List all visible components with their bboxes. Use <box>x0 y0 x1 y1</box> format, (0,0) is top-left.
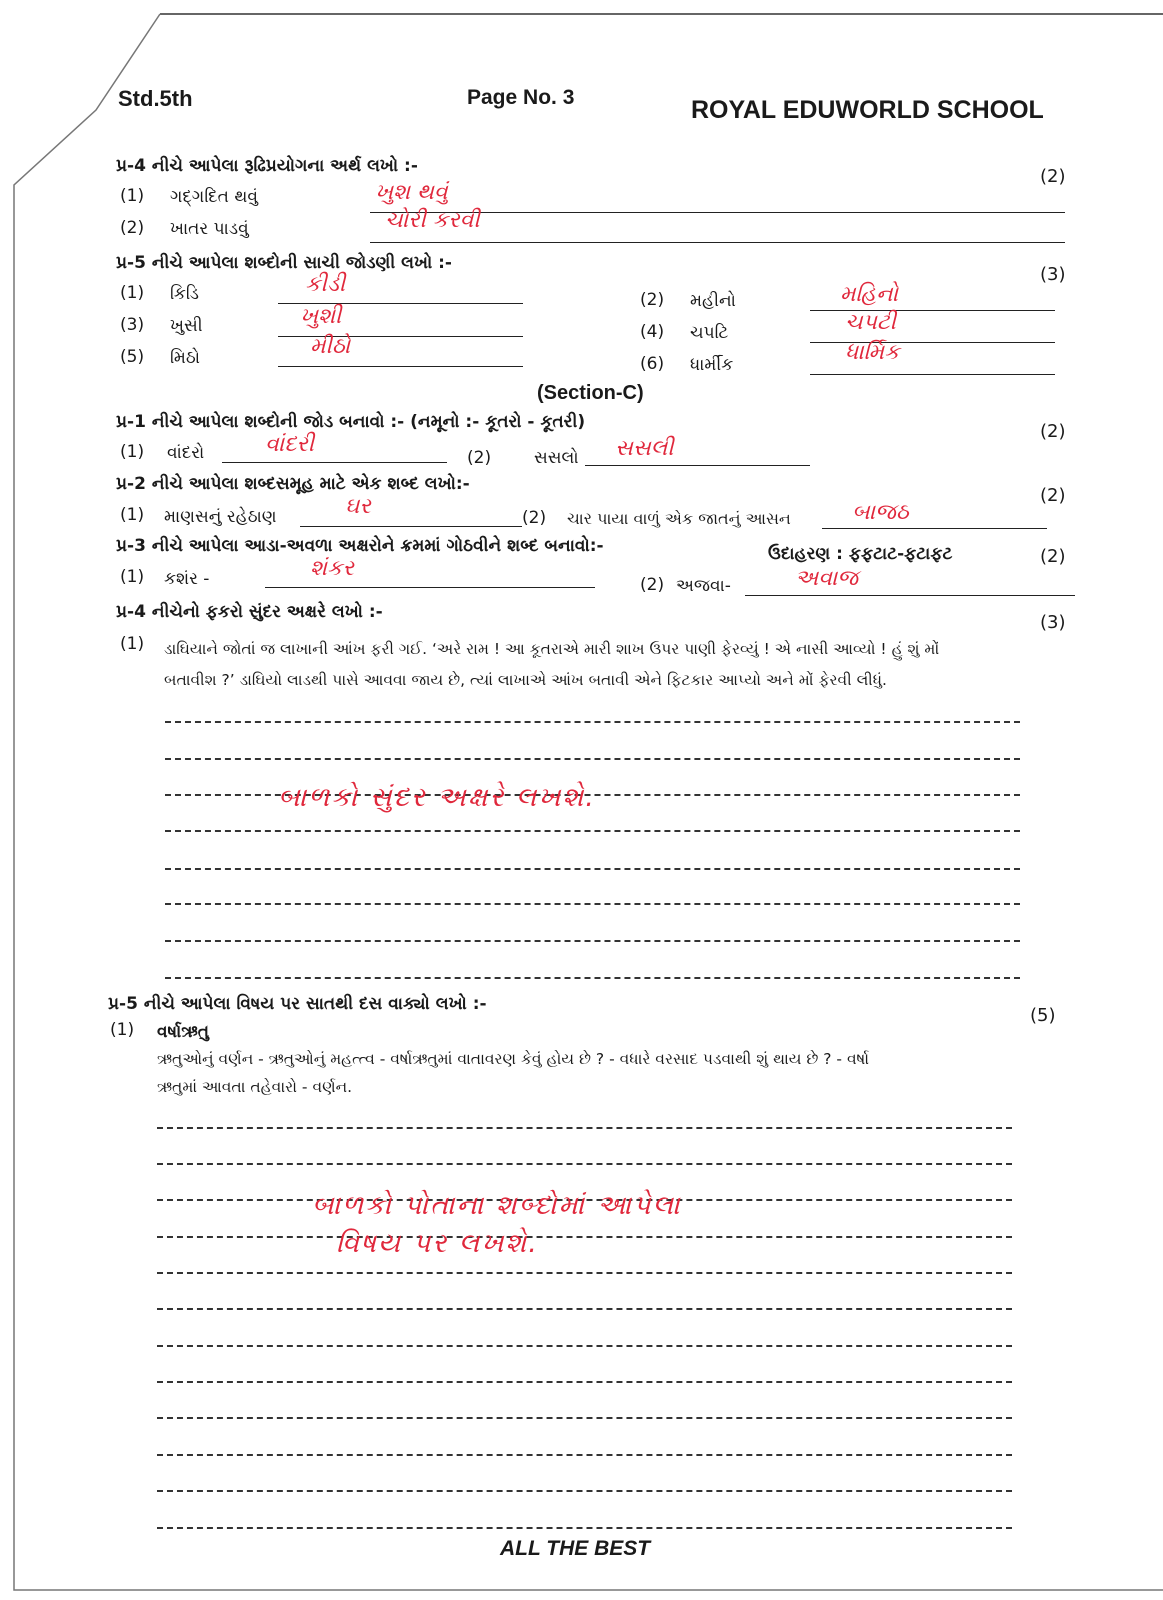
writing-line <box>165 758 1020 760</box>
c-q1-item-1-num: (1) <box>120 442 145 462</box>
q4-item-1-text: ગદ્ગદિત થવું <box>170 187 258 207</box>
q5-item-3-text: ખુસી <box>170 316 203 336</box>
c-q3-item-2-text: અજવા- <box>676 576 731 596</box>
page-number: Page No. 3 <box>467 86 575 109</box>
c-q4-paragraph-line2: બતાવીશ ?’ ડાઘિયો લાડથી પાસે આવવા જાય છે, ત્યાં લાખાએ આંખ બતાવી એને ફિટકાર આપ્યો અને મોં ફેરવી લીધું. <box>164 671 887 689</box>
q4-item-1-answer: ખુશ થવું <box>375 180 448 205</box>
c-q3-item-1-answer: શંકર <box>310 556 354 581</box>
c-q3-title: પ્ર-3 નીચે આપેલા આડા-અવળા અક્ષરોને ક્રમમાં ગોઠવીને શબ્દ બનાવો:- <box>116 536 604 556</box>
c-q2-item-1-num: (1) <box>120 505 145 525</box>
c-q2-item-2-text: ચાર પાયા વાળું એક જાતનું આસન <box>567 509 791 528</box>
c-q1-item-1-text: વાંદરો <box>167 443 205 463</box>
writing-line <box>165 940 1020 942</box>
footer-all-the-best: ALL THE BEST <box>500 1537 651 1560</box>
c-q3-item-1-num: (1) <box>120 567 145 587</box>
c-q1-item-2-answer: સસલી <box>615 436 674 461</box>
c-q1-item-2-num: (2) <box>467 448 492 468</box>
c-q2-marks: (2) <box>1040 485 1066 506</box>
c-q5-title: પ્ર-5 નીચે આપેલા વિષય પર સાતથી દસ વાક્યો લખો :- <box>108 994 487 1014</box>
writing-line <box>157 1454 1012 1456</box>
q5-item-6-num: (6) <box>640 354 665 374</box>
q5-marks: (3) <box>1040 264 1066 285</box>
writing-line <box>165 721 1020 723</box>
c-q5-topic: વર્ષાઋતુ <box>157 1022 210 1042</box>
answer-line <box>222 462 447 463</box>
q4-marks: (2) <box>1040 166 1066 187</box>
writing-line <box>157 1272 1012 1274</box>
c-q1-item-2-text: સસલો <box>534 448 579 468</box>
standard-label: Std.5th <box>118 86 193 111</box>
c-q3-item-2-num: (2) <box>640 575 665 595</box>
c-q2-item-1-text: માણસનું રહેઠાણ <box>164 507 277 527</box>
writing-line <box>157 1308 1012 1310</box>
c-q5-hint-line2: ઋતુમાં આવતા તહેવારો - વર્ણન. <box>157 1078 353 1096</box>
q5-item-3-answer: ખુશી <box>300 304 342 329</box>
q5-item-2-num: (2) <box>640 290 665 310</box>
writing-line <box>165 830 1020 832</box>
c-q4-answer: બાળકો સુંદર અક્ષરે લખશે. <box>278 782 596 813</box>
c-q2-title: પ્ર-2 નીચે આપેલા શબ્દસમૂહ માટે એક શબ્દ લખો:- <box>116 474 470 494</box>
q4-item-1-num: (1) <box>120 186 145 206</box>
writing-line <box>165 903 1020 905</box>
q5-title: પ્ર-5 નીચે આપેલા શબ્દોની સાચી જોડણી લખો :- <box>116 253 452 273</box>
answer-line <box>585 465 810 466</box>
q5-item-1-num: (1) <box>120 283 145 303</box>
answer-line <box>265 587 595 588</box>
c-q2-item-2-num: (2) <box>522 508 547 528</box>
writing-line <box>157 1345 1012 1347</box>
q5-item-4-num: (4) <box>640 322 665 342</box>
section-c-title: (Section-C) <box>537 382 644 404</box>
q5-item-6-answer: ધાર્મિક <box>845 340 900 365</box>
c-q5-answer-line1: બાળકો પોતાના શબ્દોમાં આપેલા <box>312 1190 682 1221</box>
q4-title: પ્ર-4 નીચે આપેલા રૂઢિપ્રયોગના અર્થ લખો :- <box>116 156 418 176</box>
answer-line <box>745 595 1075 596</box>
writing-line <box>165 868 1020 870</box>
c-q3-item-1-text: કશંર - <box>164 569 210 589</box>
answer-line <box>300 526 522 527</box>
c-q1-title: પ્ર-1 નીચે આપેલા શબ્દોની જોડ બનાવો :- (નમૂનો :- કૂતરો - કૂતરી) <box>116 412 586 432</box>
q4-item-2-text: ખાતર પાડવું <box>170 219 249 239</box>
q5-item-1-text: કિડિ <box>170 284 200 304</box>
c-q1-marks: (2) <box>1040 421 1066 442</box>
answer-line <box>822 528 1047 529</box>
writing-line <box>157 1127 1012 1129</box>
q5-item-2-answer: મહિનો <box>840 282 899 307</box>
c-q3-marks: (2) <box>1040 546 1066 567</box>
writing-line <box>157 1163 1012 1165</box>
answer-line <box>370 242 1065 243</box>
q4-item-2-answer: ચોરી કરવી <box>385 208 480 233</box>
c-q4-marks: (3) <box>1040 612 1066 633</box>
q5-item-5-text: મિઠો <box>170 348 200 368</box>
c-q3-item-2-answer: અવાજ <box>795 566 859 591</box>
c-q2-item-2-answer: બાજઠ <box>852 500 909 525</box>
c-q5-marks: (5) <box>1030 1005 1056 1026</box>
c-q4-paragraph-line1: ડાઘિયાને જોતાં જ લાખાની આંખ ફરી ગઈ. ‘અરે રામ ! આ કૂતરાએ મારી શાખ ઉપર પાણી ફેરવ્યું ! એ નાસી આવ્યો ! હું શું મોં <box>164 640 940 658</box>
c-q5-hint-line1: ઋતુઓનું વર્ણન - ઋતુઓનું મહત્ત્વ - વર્ષાઋતુમાં વાતાવરણ કેવું હોય છે ? - વધારે વરસાદ પડવાથી શું થાય છે ? - વર્ષા <box>157 1050 870 1068</box>
c-q5-num: (1) <box>110 1020 135 1040</box>
c-q3-example: ઉદાહરણ : ફફટાટ-ફટાફટ <box>768 544 953 564</box>
q5-item-3-num: (3) <box>120 315 145 335</box>
q5-item-5-answer: મીઠો <box>310 334 351 359</box>
c-q1-item-1-answer: વાંદરી <box>265 432 315 457</box>
answer-line <box>278 366 523 367</box>
writing-line <box>157 1381 1012 1383</box>
writing-line <box>157 1490 1012 1492</box>
writing-line <box>157 1236 1012 1238</box>
q5-item-5-num: (5) <box>120 347 145 367</box>
q5-item-2-text: મહીનો <box>690 291 736 311</box>
writing-line <box>165 977 1020 979</box>
c-q4-num: (1) <box>120 634 145 654</box>
writing-line <box>157 1527 1012 1529</box>
q5-item-1-answer: કીડી <box>305 272 346 297</box>
c-q2-item-1-answer: ઘર <box>345 494 371 519</box>
writing-line <box>157 1417 1012 1419</box>
answer-line <box>810 374 1055 375</box>
q5-item-4-answer: ચપટી <box>845 310 896 335</box>
c-q5-answer-line2: વિષય પર લખશે. <box>336 1228 539 1259</box>
q4-item-2-num: (2) <box>120 218 145 238</box>
q5-item-4-text: ચપટિ <box>690 323 729 343</box>
q5-item-6-text: ધાર્મીક <box>690 355 734 375</box>
school-name: ROYAL EDUWORLD SCHOOL <box>691 96 1044 124</box>
c-q4-title: પ્ર-4 નીચેનો ફકરો સુંદર અક્ષરે લખો :- <box>116 602 383 622</box>
